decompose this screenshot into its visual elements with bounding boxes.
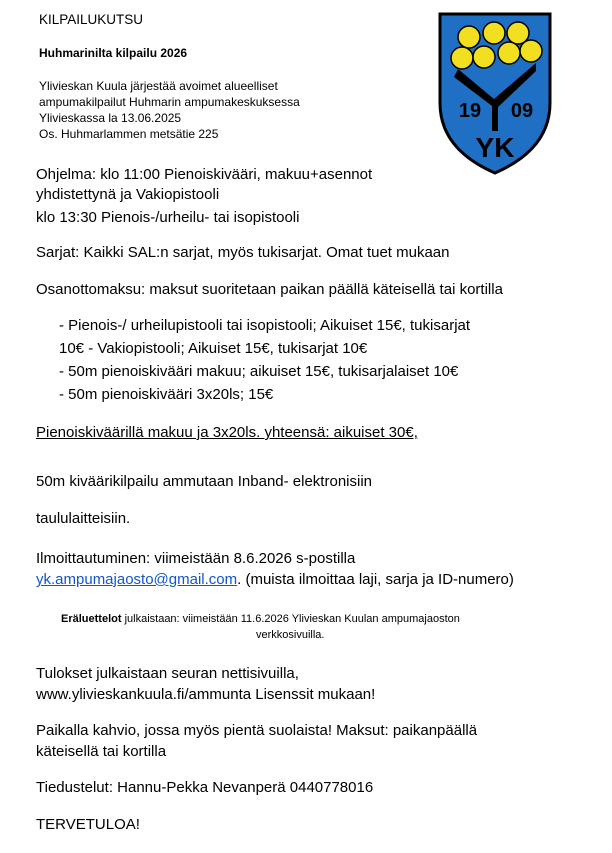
startlist-bold: Eräluettelot [61,613,122,625]
logo-stem [492,101,498,131]
fee-item-4: - 50m pienoiskivääri 3x20ls; 15€ [59,386,274,403]
logo-year-left: 19 [458,100,482,122]
registration-email-suffix: . (muista ilmoittaa laji, sarja ja ID-numero) [237,571,514,588]
fee-item-1: - Pienois-/ urheilupistooli tai isopistooli; Aikuiset 15€, tukisarjat [59,317,471,334]
program-line-1: Ohjelma: klo 11:00 Pienoiskivääri, makuu+asennot [36,166,373,183]
contact-info: Tiedustelut: Hannu-Pekka Nevanperä 0440778016 [36,779,374,796]
registration-line-2 [36,571,514,588]
fee-item-3: - 50m pienoiskivääri makuu; aikuiset 15€, tukisarjalaiset 10€ [59,363,459,380]
results-line-2: www.ylivieskankuula.fi/ammunta Lisenssit mukaan! [36,686,376,703]
logo-year-right: 09 [510,100,534,122]
logo-initials: YK [475,132,515,163]
rifle-info-line-2: taululaitteisiin. [36,510,131,527]
coffee-line-1: Paikalla kahvio, jossa myös pientä suolaista! Maksut: paikanpäällä [36,722,478,739]
intro-line-1: Ylivieskan Kuula järjestää avoimet alueelliset [39,79,278,93]
event-name: Huhmarinilta kilpailu 2026 [39,46,188,60]
fee-intro: Osanottomaksu: maksut suoritetaan paikan päällä käteisellä tai kortilla [36,281,503,298]
fee-total: Pienoiskiväärillä makuu ja 3x20ls. yhteensä: aikuiset 30€, [36,424,418,441]
document-title: KILPAILUKUTSU [39,12,144,27]
fee-item-2: 10€ - Vakiopistooli; Aikuiset 15€, tukisarjat 10€ [59,340,368,357]
registration-email-link[interactable]: yk.ampumajaosto@gmail.com [36,571,238,588]
intro-line-2: ampumakilpailut Huhmarin ampumakeskuksessa [39,95,300,109]
program-line-2: yhdistettynä ja Vakiopistooli [36,186,220,203]
rifle-info-line-1: 50m kiväärikilpailu ammutaan Inband- elektronisiin [36,473,372,490]
results-line-1: Tulokset julkaistaan seuran nettisivuilla, [36,665,299,682]
startlist-line-1 [61,613,460,625]
intro-line-4: Os. Huhmarlammen metsätie 225 [39,127,219,141]
series-text: Sarjat: Kaikki SAL:n sarjat, myös tukisarjat. Omat tuet mukaan [36,244,450,261]
coffee-line-2: käteisellä tai kortilla [36,743,167,760]
program-line-3: klo 13:30 Pienois-/urheilu- tai isopistooli [36,209,300,226]
startlist-rest: julkaistaan: viimeistään 11.6.2026 Ylivieskan Kuulan ampumajaoston [121,613,460,625]
club-logo [436,11,554,176]
registration-line-1: Ilmoittautuminen: viimeistään 8.6.2026 s-postilla [36,550,356,567]
intro-line-3: Ylivieskassa la 13.06.2025 [39,111,182,125]
welcome-text: TERVETULOA! [36,816,140,833]
startlist-line-2: verkkosivuilla. [256,629,325,641]
